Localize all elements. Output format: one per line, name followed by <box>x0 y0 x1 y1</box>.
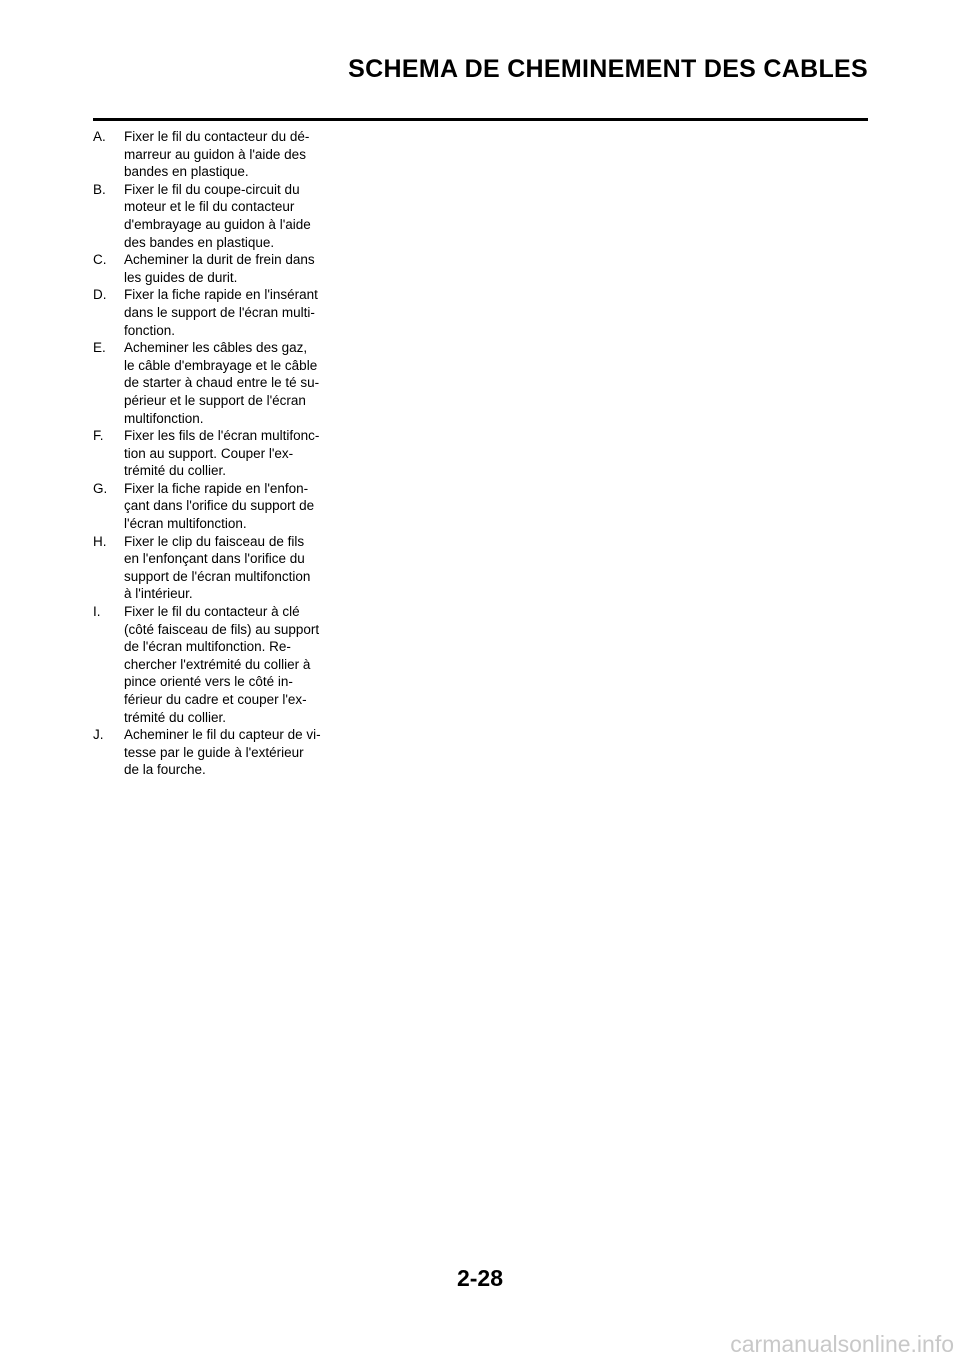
instruction-line: férieur du cadre et couper l'ex- <box>124 692 307 707</box>
instruction-line: fonction. <box>124 322 176 338</box>
instruction-line: Acheminer la durit de frein dans <box>124 252 315 268</box>
page-title: SCHEMA DE CHEMINEMENT DES CABLES <box>348 55 868 83</box>
instruction-letter: F. <box>93 428 104 444</box>
instruction-line: trémité du collier. <box>124 463 227 479</box>
instruction-line: Fixer les fils de l'écran multifonc- <box>124 428 320 444</box>
instruction-line: Acheminer les câbles des gaz, <box>124 340 308 356</box>
watermark: carmanualsonline.info <box>730 1331 954 1357</box>
instruction-line: l'écran multifonction. <box>124 516 247 532</box>
instruction-letter: J. <box>93 727 104 743</box>
instruction-line: de starter à chaud entre le té su- <box>124 375 320 391</box>
instruction-letter: C. <box>93 252 107 268</box>
instruction-item <box>93 251 341 286</box>
instruction-line: Fixer le fil du coupe-circuit du <box>124 181 300 197</box>
instruction-line: Fixer le fil du contacteur du dé- <box>124 129 310 144</box>
instruction-letter: A. <box>93 129 106 144</box>
instruction-item <box>93 339 341 427</box>
instruction-line: moteur et le fil du contacteur <box>124 199 295 215</box>
instruction-item <box>93 533 341 603</box>
instruction-text <box>124 128 341 181</box>
instruction-line: dans le support de l'écran multi- <box>124 304 315 320</box>
instruction-line: périeur et le support de l'écran <box>124 392 306 408</box>
instruction-text <box>124 533 341 603</box>
instruction-text <box>124 603 341 726</box>
instruction-line: Acheminer le fil du capteur de vi- <box>124 727 321 743</box>
instruction-line: çant dans l'orifice du support de <box>124 498 315 514</box>
instruction-line: en l'enfonçant dans l'orifice du <box>124 551 305 567</box>
instruction-line: (côté faisceau de fils) au support <box>124 621 320 637</box>
instruction-line: support de l'écran multifonction <box>124 568 311 584</box>
instruction-line: chercher l'extrémité du collier à <box>124 656 311 672</box>
instruction-letter: D. <box>93 287 107 303</box>
instruction-line: pince orienté vers le côté in- <box>124 674 293 690</box>
instruction-text <box>124 251 341 286</box>
instruction-line: Fixer le fil du contacteur à clé <box>124 604 300 620</box>
instruction-line: de l'écran multifonction. Re- <box>124 639 291 655</box>
instruction-text <box>124 726 341 779</box>
instruction-line: d'embrayage au guidon à l'aide <box>124 216 311 232</box>
instruction-line: les guides de durit. <box>124 269 238 285</box>
instruction-letter: B. <box>93 181 106 197</box>
page-number: 2-28 <box>456 1265 504 1291</box>
instruction-line: à l'intérieur. <box>124 586 193 602</box>
instruction-line: tesse par le guide à l'extérieur <box>124 744 304 760</box>
instruction-letter: G. <box>93 480 108 496</box>
instruction-line: Fixer la fiche rapide en l'insérant <box>124 287 318 303</box>
instruction-line: trémité du collier. <box>124 709 227 725</box>
instruction-item <box>93 603 341 726</box>
instruction-line: des bandes en plastique. <box>124 234 275 250</box>
instruction-letter: H. <box>93 533 107 549</box>
instruction-text <box>124 339 341 427</box>
instruction-list <box>93 128 341 779</box>
instruction-item <box>93 480 341 533</box>
instruction-line: Fixer le clip du faisceau de fils <box>124 533 305 549</box>
instruction-item <box>93 726 341 779</box>
instruction-item <box>93 286 341 339</box>
instruction-letter: I. <box>93 604 101 620</box>
instruction-item <box>93 128 341 181</box>
instruction-item <box>93 181 341 251</box>
instruction-text <box>124 286 341 339</box>
instruction-text <box>124 427 341 480</box>
instruction-line: multifonction. <box>124 410 204 426</box>
instruction-line: de la fourche. <box>124 762 206 778</box>
instruction-line: tion au support. Couper l'ex- <box>124 445 294 461</box>
instruction-line: marreur au guidon à l'aide des <box>124 146 306 162</box>
instruction-text <box>124 181 341 251</box>
instruction-letter: E. <box>93 340 106 356</box>
instruction-item <box>93 427 341 480</box>
instruction-line: bandes en plastique. <box>124 164 249 180</box>
title-rule <box>93 118 868 121</box>
instruction-line: Fixer la fiche rapide en l'enfon- <box>124 480 309 496</box>
instruction-line: le câble d'embrayage et le câble <box>124 357 318 373</box>
instruction-text <box>124 480 341 533</box>
